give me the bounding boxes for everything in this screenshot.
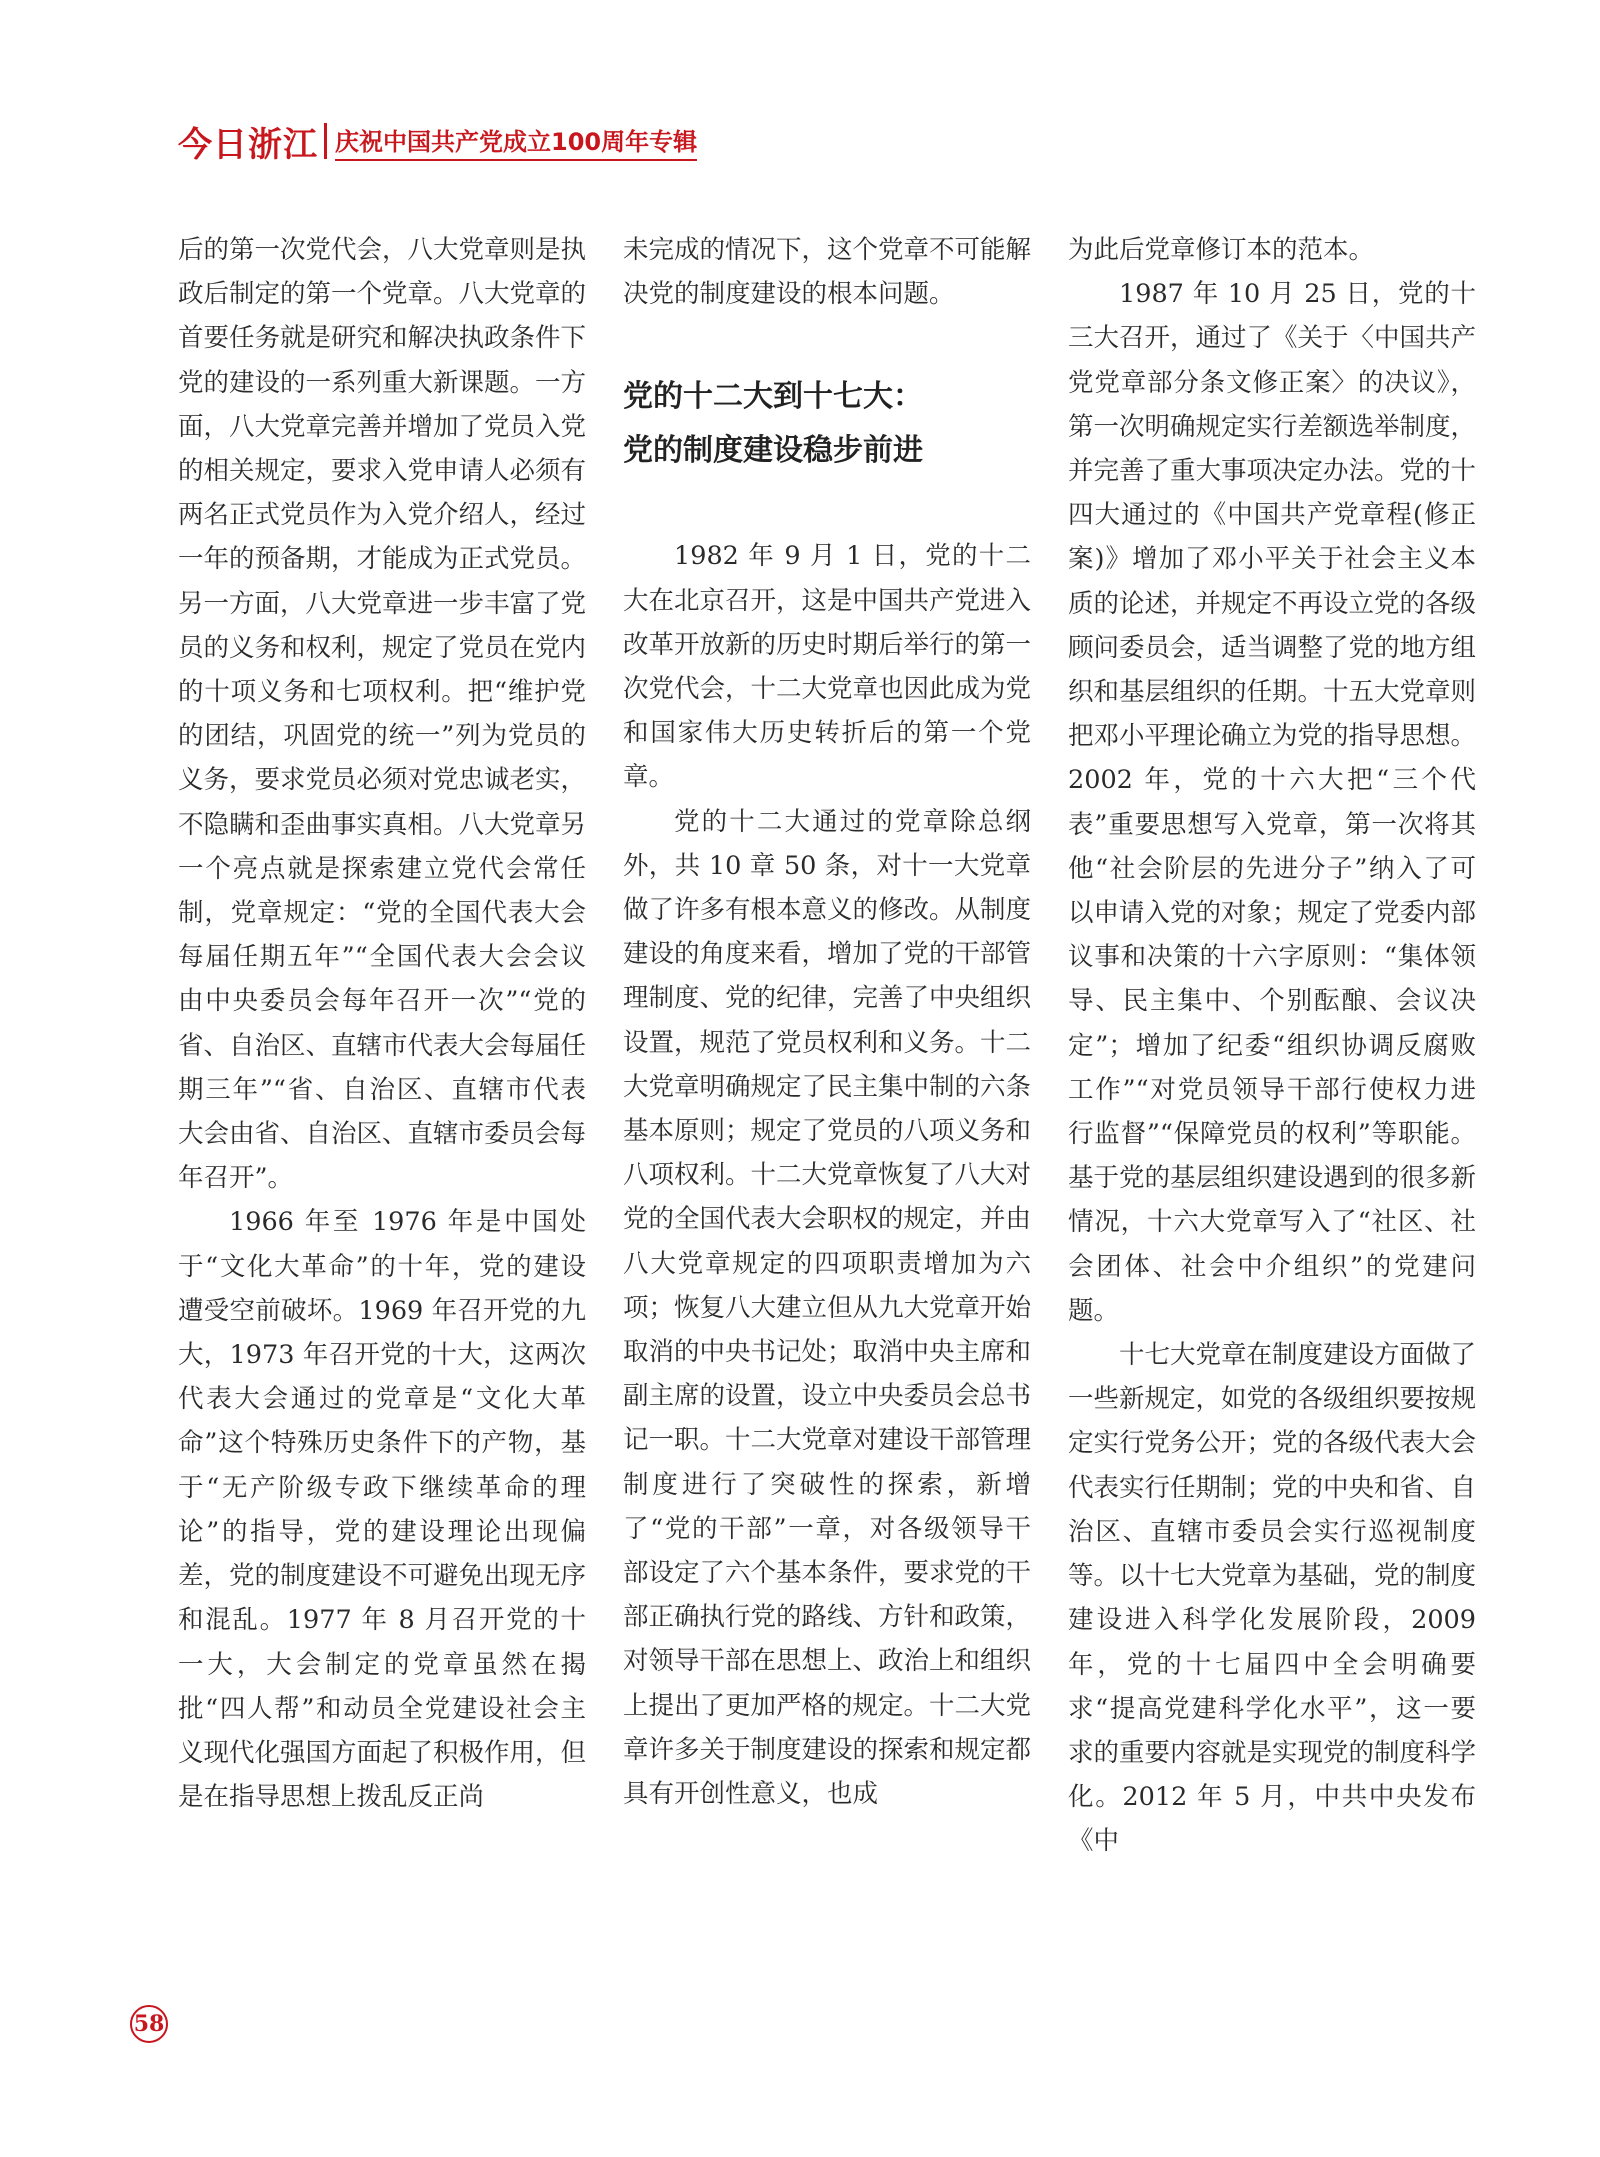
section-heading-line: 党的十二大到十七大： xyxy=(623,379,923,415)
paragraph: 党的十二大通过的党章除总纲外，共 10 章 50 条，对十一大党章做了许多有根本意义的修改。从制度建设的角度来看，增加了党的干部管理制度、党的纪律，完善了中央组织设置，规范了党员权利和义务。十二大党章明确规定了民主集中制的六条基本原则；规定了党员的八项义务和八项权利。十二大党章恢复了八大对党的全国代表大会职权的规定，并由八大党章规定的四项职责增加为六项；恢复八大建立但从九大党章开始取消的中央书记处；取消中央主席和副主席的设置，设立中央委员会总书记一职。十二大党章对建设干部管理制度进行了突破性的探索，新增了“党的干部”一章，对各级领导干部设定了六个基本条件，要求党的干部正确执行党的路线、方针和政策，对领导干部在思想上、政治上和组织上提出了更加严格的规定。十二大党章许多关于制度建设的探索和规定都具有开创性意义，也成 xyxy=(623,806,1032,1810)
page-number: 58 xyxy=(130,2005,168,2043)
page-header xyxy=(178,118,697,164)
text-column-3 xyxy=(1068,228,1476,1864)
paragraph: 十七大党章在制度建设方面做了一些新规定，如党的各级组织要按规定实行党务公开；党的各级代表大会代表实行任期制；党的中央和省、自治区、直辖市委员会实行巡视制度等。以十七大党章为基础，党的制度建设进入科学化发展阶段，2009 年，党的十七届四中全会明确要求“提高党建科学化水平”，这一要求的重要内容就是实现党的制度科学化。2012 年 5 月，中共中央发布《中 xyxy=(1068,1340,1477,1857)
section-heading xyxy=(623,370,1031,478)
paragraph: 后的第一次党代会，八大党章则是执政后制定的第一个党章。八大党章的首要任务就是研究和解决执政条件下党的建设的一系列重大新课题。一方面，八大党章完善并增加了党员入党的相关规定，要求入党申请人必须有两名正式党员作为入党介绍人，经过一年的预备期，才能成为正式党员。另一方面，八大党章进一步丰富了党员的义务和权利，规定了党员在党内的十项义务和七项权利。把“维护党的团结，巩固党的统一”列为党员的义务，要求党员必须对党忠诚老实，不隐瞒和歪曲事实真相。八大党章另一个亮点就是探索建立党代会常任制，党章规定：“党的全国代表大会每届任期五年”“全国代表大会会议由中央委员会每年召开一次”“党的省、自治区、直辖市代表大会每届任期三年”“省、自治区、直辖市代表大会由省、自治区、直辖市委员会每年召开”。 xyxy=(178,235,587,1194)
paragraph: 未完成的情况下，这个党章不可能解决党的制度建设的根本问题。 xyxy=(623,235,1032,310)
paragraph: 1987 年 10 月 25 日，党的十三大召开，通过了《关于〈中国共产党党章部分条文修正案〉的决议》，第一次明确规定实行差额选举制度，并完善了重大事项决定办法。党的十四大通过的《中国共产党章程(修正案)》增加了邓小平关于社会主义本质的论述，并规定不再设立党的各级顾问委员会，适当调整了党的地方组织和基层组织的任期。十五大党章则把邓小平理论确立为党的指导思想。2002 年，党的十六大把“三个代表”重要思想写入党章，第一次将其他“社会阶层的先进分子”纳入了可以申请入党的对象；规定了党委内部议事和决策的十六字原则：“集体领导、民主集中、个别酝酿、会议决定”；增加了纪委“组织协调反腐败工作”“对党员领导干部行使权力进行监督”“保障党员的权利”等职能。基于党的基层组织建设遇到的很多新情况，十六大党章写入了“社区、社会团体、社会中介组织”的党建问题。 xyxy=(1068,279,1477,1326)
paragraph: 1966 年至 1976 年是中国处于“文化大革命”的十年，党的建设遭受空前破坏。1969 年召开党的九大，1973 年召开党的十大，这两次代表大会通过的党章是“文化大革命”这个特殊历史条件下的产物，基于“无产阶级专政下继续革命的理论”的指导，党的建设理论出现偏差，党的制度建设不可避免出现无序和混乱。1977 年 8 月召开党的十一大，大会制定的党章虽然在揭批“四人帮”和动员全党建设社会主义现代化强国方面起了积极作用，但是在指导思想上拨乱反正尚 xyxy=(178,1207,587,1813)
header-divider xyxy=(324,123,327,159)
header-subtitle: 庆祝中国共产党成立100周年专辑 xyxy=(335,122,697,161)
section-heading-line: 党的制度建设稳步前进 xyxy=(623,433,923,469)
brand-logo: 今日浙江 xyxy=(178,124,318,165)
paragraph: 为此后党章修订本的范本。 xyxy=(1068,235,1375,265)
text-column-1 xyxy=(178,228,586,1819)
text-column-2 xyxy=(623,228,1031,1816)
paragraph: 1982 年 9 月 1 日，党的十二大在北京召开，这是中国共产党进入改革开放新的历史时期后举行的第一次党代会，十二大党章也因此成为党和国家伟大历史转折后的第一个党章。 xyxy=(623,541,1032,793)
